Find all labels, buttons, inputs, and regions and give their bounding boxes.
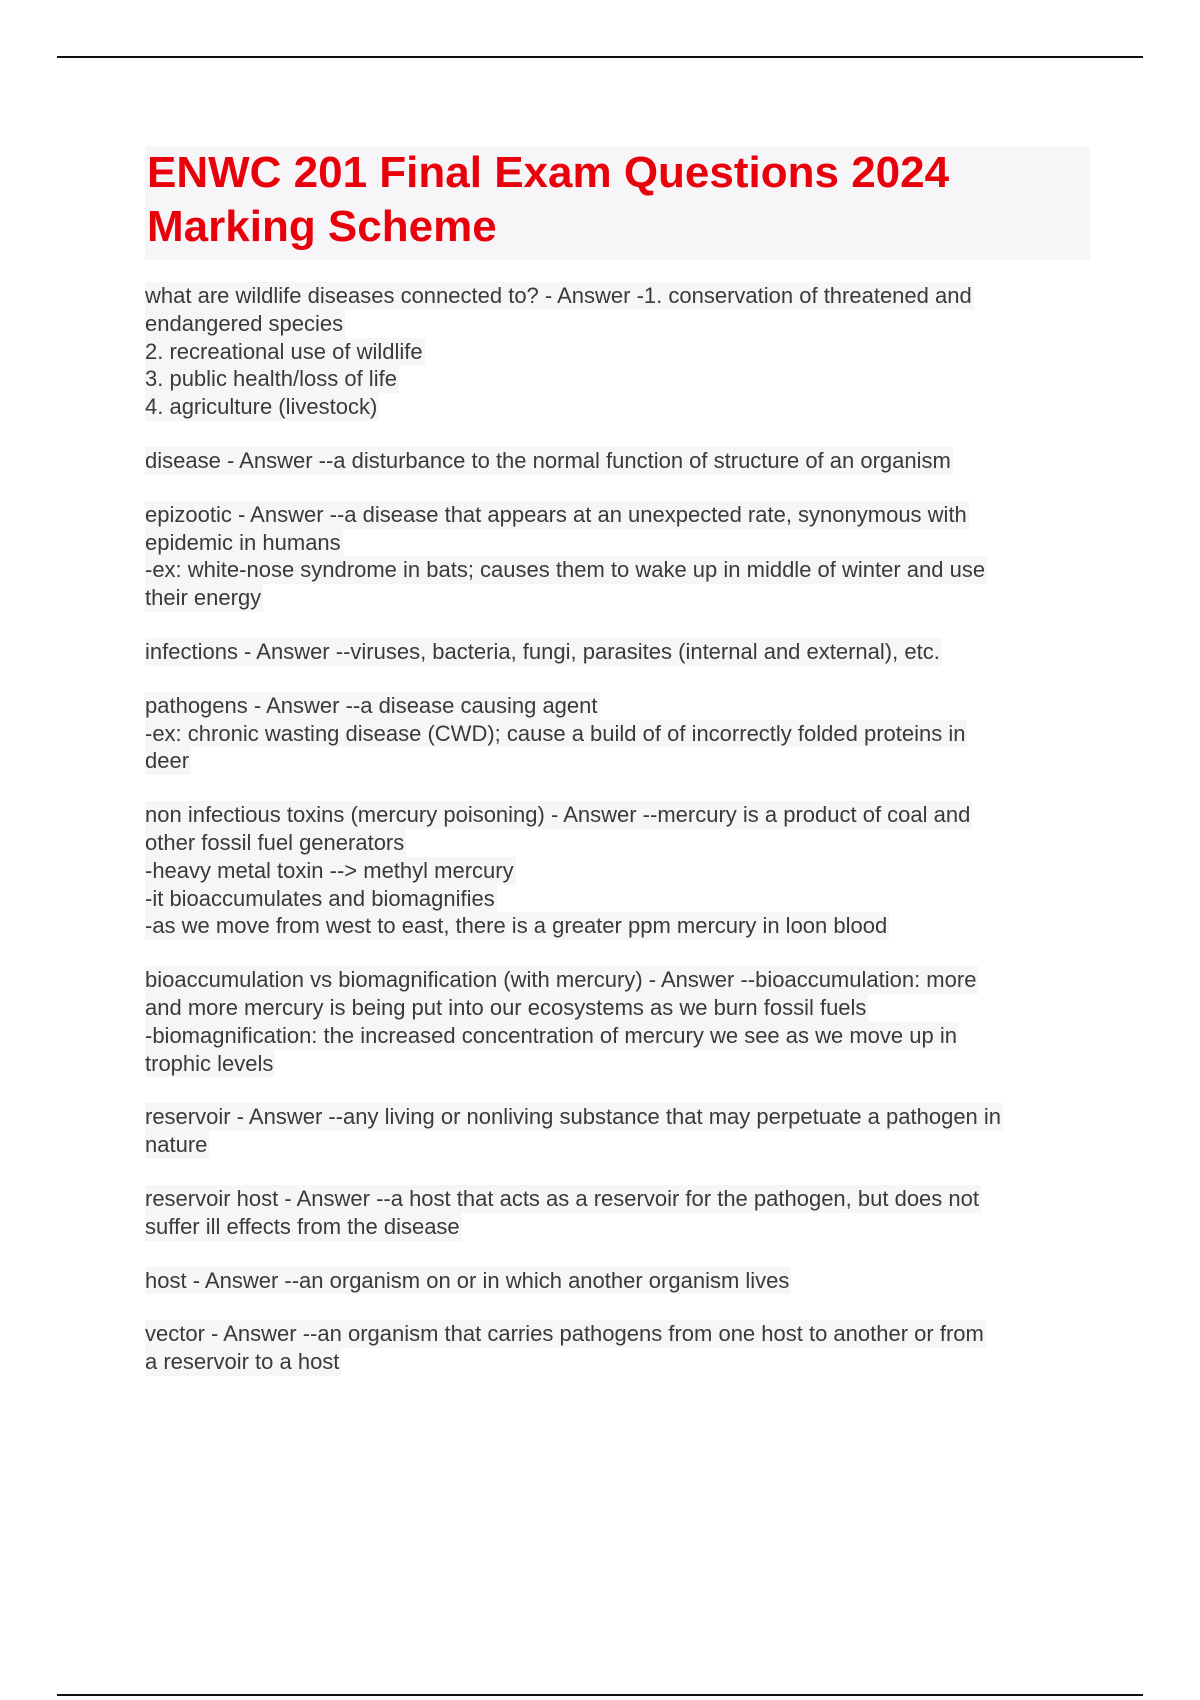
title-line-2: Marking Scheme xyxy=(147,202,497,251)
qa-entry xyxy=(145,638,1090,666)
qa-line: endangered species xyxy=(145,310,344,336)
qa-line: nature xyxy=(145,1132,208,1158)
qa-line: deer xyxy=(145,748,190,774)
qa-line: reservoir host - Answer --a host that acts as a reservoir for the pathogen, but does not xyxy=(145,1185,979,1211)
qa-line: 4. agriculture (livestock) xyxy=(145,394,378,420)
qa-line: what are wildlife diseases connected to? - Answer -1. conservation of threatened and xyxy=(145,283,972,308)
qa-line: -ex: white-nose syndrome in bats; causes them to wake up in middle of winter and use xyxy=(145,557,986,583)
qa-line: -biomagnification: the increased concentration of mercury we see as we move up in xyxy=(145,1022,957,1048)
qa-entry xyxy=(145,282,1090,421)
title-block xyxy=(145,146,1090,260)
qa-line: -ex: chronic wasting disease (CWD); cause a build of of incorrectly folded proteins in xyxy=(145,720,966,746)
qa-line: their energy xyxy=(145,585,262,611)
qa-entry xyxy=(145,1103,1090,1159)
qa-line: epizootic - Answer --a disease that appears at an unexpected rate, synonymous with xyxy=(145,501,967,527)
document-body xyxy=(145,146,1090,1402)
qa-line: suffer ill effects from the disease xyxy=(145,1213,460,1239)
qa-entry xyxy=(145,1185,1090,1241)
qa-line: pathogens - Answer --a disease causing agent xyxy=(145,692,598,718)
top-rule xyxy=(57,56,1143,58)
document-title xyxy=(147,146,1088,254)
qa-line: -as we move from west to east, there is a greater ppm mercury in loon blood xyxy=(145,913,888,939)
qa-line: bioaccumulation vs biomagnification (with mercury) - Answer --bioaccumulation: more xyxy=(145,967,977,993)
qa-line: a reservoir to a host xyxy=(145,1349,340,1375)
qa-line: disease - Answer --a disturbance to the normal function of structure of an organism xyxy=(145,447,951,473)
qa-line: non infectious toxins (mercury poisoning) - Answer --mercury is a product of coal and xyxy=(145,802,971,828)
qa-line: -it bioaccumulates and biomagnifies xyxy=(145,885,495,911)
qa-line: trophic levels xyxy=(145,1050,274,1076)
qa-entry xyxy=(145,692,1090,775)
qa-line: other fossil fuel generators xyxy=(145,829,405,855)
qa-entry xyxy=(145,447,1090,475)
bottom-rule xyxy=(57,1694,1143,1696)
qa-line: reservoir - Answer --any living or nonliving substance that may perpetuate a pathogen in xyxy=(145,1104,1002,1130)
qa-entry xyxy=(145,1267,1090,1295)
qa-line: host - Answer --an organism on or in which another organism lives xyxy=(145,1267,790,1293)
qa-entry xyxy=(145,966,1090,1077)
qa-line: 2. recreational use of wildlife xyxy=(145,338,423,364)
qa-entry xyxy=(145,501,1090,612)
qa-line: -heavy metal toxin --> methyl mercury xyxy=(145,857,514,883)
qa-line: epidemic in humans xyxy=(145,529,341,555)
qa-list xyxy=(145,282,1090,1376)
qa-line: and more mercury is being put into our ecosystems as we burn fossil fuels xyxy=(145,994,867,1020)
qa-line: infections - Answer --viruses, bacteria, fungi, parasites (internal and external), etc. xyxy=(145,638,940,664)
qa-line: 3. public health/loss of life xyxy=(145,366,397,392)
qa-entry xyxy=(145,1320,1090,1376)
title-line-1: ENWC 201 Final Exam Questions 2024 xyxy=(147,148,950,197)
qa-entry xyxy=(145,801,1090,940)
qa-line: vector - Answer --an organism that carries pathogens from one host to another or from xyxy=(145,1321,984,1347)
